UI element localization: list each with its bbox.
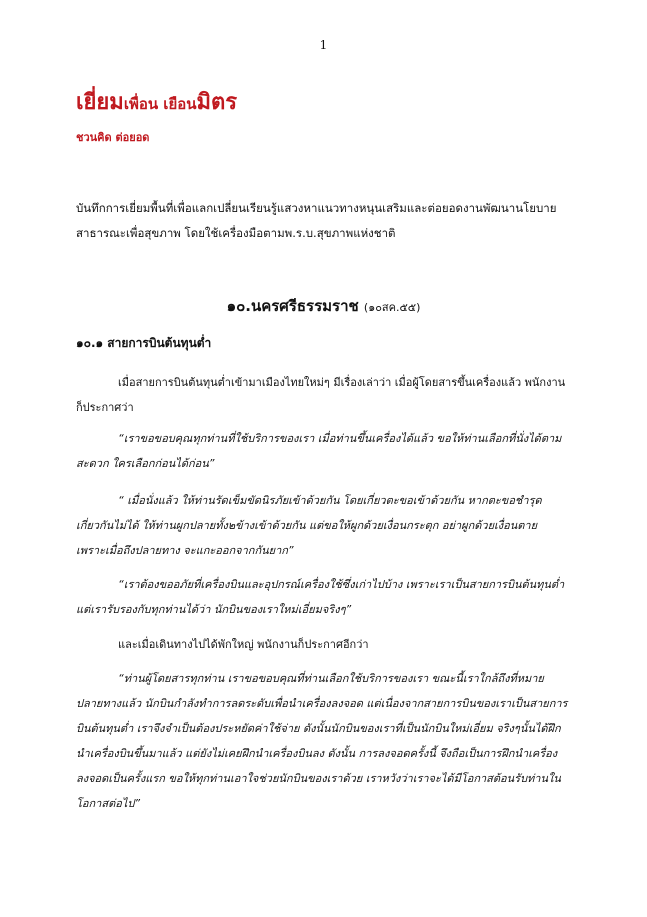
section-date: (๑๐สค.๕๕): [363, 301, 421, 314]
document-title: [76, 84, 237, 119]
quote-paragraph: “ เมื่อนั่งแล้ว ให้ท่านรัดเข็มขัดนิรภัยเข้าด้วยกัน โดยเกี่ยวตะขอเข้าด้วยกัน หากตะขอชำรุด เกี่ยวกันไม่ได้ ให้ท่านผูกปลายทั้ง๒ข้างเข้าด้วยกัน แต่ขอให้ผูกด้วยเงื่อนกระตุก อย่าผูกด้วยเงื่อนตาย เพราะเมื่อถึงปลายทาง จะแกะออกจากกันยาก”: [76, 494, 542, 557]
subsection-heading: ๑๐.๑ สายการบินต้นทุนต่ำ: [76, 336, 212, 350]
title-part-visit: เยี่ยม: [76, 90, 124, 115]
body-paragraph: และเมื่อเดินทางไปได้พักใหญ่ พนักงานก็ประกาศอีกว่า: [118, 638, 369, 651]
intro-paragraph: บันทึกการเยี่ยมพื้นที่เพื่อแลกเปลี่ยนเรียนรู้แสวงหาแนวทางหนุนเสริมและต่อยอดงานพัฒนานโยบายสาธารณะเพื่อสุขภาพ โดยใช้เครื่องมือตามพ.ร.บ.สุขภาพแห่งชาติ: [76, 201, 557, 240]
quote-paragraph: “เราต้องขออภัยที่เครื่องบินและอุปกรณ์เครื่องใช้ซึ่งเก่าไปบ้าง เพราะเราเป็นสายการบินต้นทุนต่ำ แต่เรารับรองกับทุกท่านได้ว่า นักบินของเราใหม่เอี่ยมจริงๆ”: [76, 578, 565, 616]
quote-paragraph: “ท่านผู้โดยสารทุกท่าน เราขอขอบคุณที่ท่านเลือกใช้บริการของเรา ขณะนี้เราใกล้ถึงที่หมายปลายทางแล้ว นักบินกำลังทำการลดระดับเพื่อนำเครื่องลงจอด แต่เนื่องจากสายการบินของเราเป็นสายการบินต้นทุนต่ำ เราจึงจำเป็นต้องประหยัดค่าใช้จ่าย ดังนั้นนักบินของเราที่เป็นนักบินใหม่เอี่ยม จริงๆนั้นได้ฝึกนำเครื่องบินขึ้นมาแล้ว แต่ยังไม่เคยฝึกนำเครื่องบินลง ดังนั้น การลงจอดครั้งนี้ จึงถือเป็นการฝึกนำเครื่องลงจอดเป็นครั้งแรก ขอให้ทุกท่านเอาใจช่วยนักบินของเราด้วย เราหวังว่าเราจะได้มีโอกาสต้อนรับท่านในโอกาสต่อไป”: [76, 672, 568, 810]
section-heading: [0, 294, 647, 318]
author-name: ชวนคิด ต่อยอด: [76, 131, 150, 144]
section-title: ๑๐.นครศรีธรรมราช: [226, 297, 359, 315]
body-paragraph: เมื่อสายการบินต้นทุนต่ำเข้ามาเมืองไทยใหม่ๆ มีเรื่องเล่าว่า เมื่อผู้โดยสารขึ้นเครื่องแล้ว พนักงานก็ประกาศว่า: [76, 376, 566, 414]
title-part-friend: เพื่อน เยือน: [123, 95, 197, 113]
quote-paragraph: “เราขอขอบคุณทุกท่านที่ใช้บริการของเรา เมื่อท่านขึ้นเครื่องได้แล้ว ขอให้ท่านเลือกที่นั่งได้ตามสะดวก ใครเลือกก่อนได้ก่อน”: [76, 432, 562, 470]
title-part-friend-2: มิตร: [196, 90, 238, 115]
page-number: 1: [319, 38, 328, 52]
